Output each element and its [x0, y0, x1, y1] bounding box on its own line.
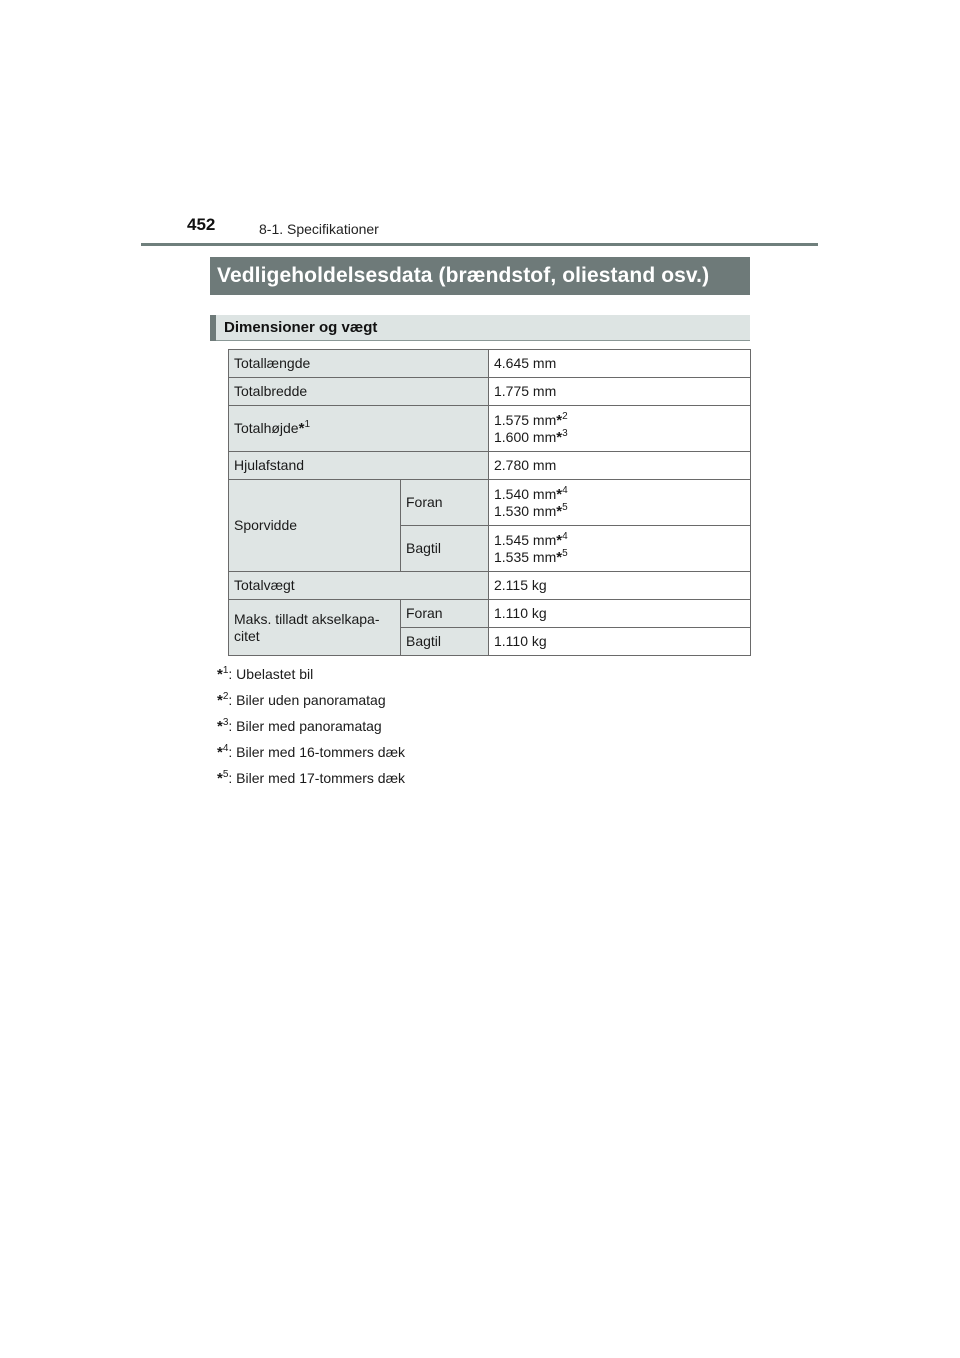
footnote-asterisk: *	[556, 531, 563, 549]
footnote-asterisk: *	[556, 428, 563, 446]
row-label	[229, 600, 401, 656]
table-row	[229, 572, 751, 600]
value-line: 1.575 mm	[494, 411, 557, 428]
value-line: 1.530 mm	[494, 502, 557, 519]
footnote-ref: 5	[222, 769, 229, 780]
table-row	[229, 406, 751, 452]
row-value: 2.115 kg	[489, 572, 751, 600]
footnote-text: : Biler med panoramatag	[228, 718, 382, 734]
value-line: 1.600 mm	[494, 428, 557, 445]
row-value	[489, 406, 751, 452]
section-breadcrumb: 8-1. Specifikationer	[259, 221, 379, 237]
footnote-asterisk: *	[556, 502, 563, 520]
table-row	[229, 600, 751, 628]
value-line: 1.545 mm	[494, 531, 557, 548]
subsection-title: Dimensioner og vægt	[224, 319, 378, 336]
row-label	[229, 406, 489, 452]
dimensions-table	[228, 349, 751, 656]
row-label: Hjulafstand	[229, 452, 489, 480]
footnote-text: : Ubelastet bil	[228, 666, 314, 682]
row-label: Totallængde	[229, 350, 489, 378]
row-label-text: Totalhøjde	[234, 420, 299, 436]
footnote-ref: 5	[562, 501, 568, 513]
header-divider	[141, 243, 818, 246]
row-value: 1.775 mm	[489, 378, 751, 406]
table-row	[229, 378, 751, 406]
sub-label: Bagtil	[401, 526, 489, 572]
table-row	[229, 480, 751, 526]
sub-label: Foran	[401, 600, 489, 628]
footnote-ref: 2	[562, 410, 568, 422]
footnote-ref: 4	[562, 530, 568, 542]
footnote-item	[217, 742, 405, 768]
value-line: 1.535 mm	[494, 548, 557, 565]
subsection-accent	[210, 315, 216, 341]
row-label-line: citet	[234, 627, 260, 644]
value-line: 1.540 mm	[494, 485, 557, 502]
row-label: Totalbredde	[229, 378, 489, 406]
row-value: 1.110 kg	[489, 628, 751, 656]
row-label: Sporvidde	[229, 480, 401, 572]
row-value	[489, 480, 751, 526]
footnote-item	[217, 690, 405, 716]
footnote-asterisk: *	[217, 666, 223, 683]
row-value	[489, 526, 751, 572]
footnote-asterisk: *	[217, 770, 223, 787]
footnote-ref: 5	[562, 547, 568, 559]
table-row	[229, 452, 751, 480]
footnote-ref: 4	[562, 484, 568, 496]
footnote-ref: 3	[562, 427, 568, 439]
footnote-asterisk: *	[556, 411, 563, 429]
footnote-asterisk: *	[556, 548, 563, 566]
table-row	[229, 350, 751, 378]
footnote-ref: 2	[222, 691, 229, 702]
footnote-item	[217, 716, 405, 742]
footnote-item	[217, 768, 405, 794]
row-label: Totalvægt	[229, 572, 489, 600]
row-value: 1.110 kg	[489, 600, 751, 628]
footnote-text: : Biler uden panoramatag	[228, 692, 386, 708]
subsection-header	[210, 315, 750, 341]
row-label-line: Maks. tilladt akselkapa-	[234, 610, 380, 627]
footnote-ref: 1	[222, 665, 229, 676]
section-title: Vedligeholdelsesdata (brændstof, oliestand osv.)	[210, 257, 750, 295]
footnote-asterisk: *	[217, 718, 223, 735]
footnote-text: : Biler med 16-tommers dæk	[228, 744, 406, 760]
footnote-asterisk: *	[298, 420, 305, 437]
row-value: 2.780 mm	[489, 452, 751, 480]
footnote-ref: 1	[304, 419, 310, 430]
footnote-item	[217, 664, 405, 690]
sub-label: Bagtil	[401, 628, 489, 656]
row-value: 4.645 mm	[489, 350, 751, 378]
footnotes	[217, 664, 405, 794]
footnote-asterisk: *	[556, 485, 563, 503]
page-number: 452	[187, 215, 216, 234]
footnote-ref: 3	[222, 717, 229, 728]
footnote-text: : Biler med 17-tommers dæk	[228, 770, 406, 786]
sub-label: Foran	[401, 480, 489, 526]
footnote-asterisk: *	[217, 744, 223, 761]
footnote-asterisk: *	[217, 692, 223, 709]
footnote-ref: 4	[222, 743, 229, 754]
